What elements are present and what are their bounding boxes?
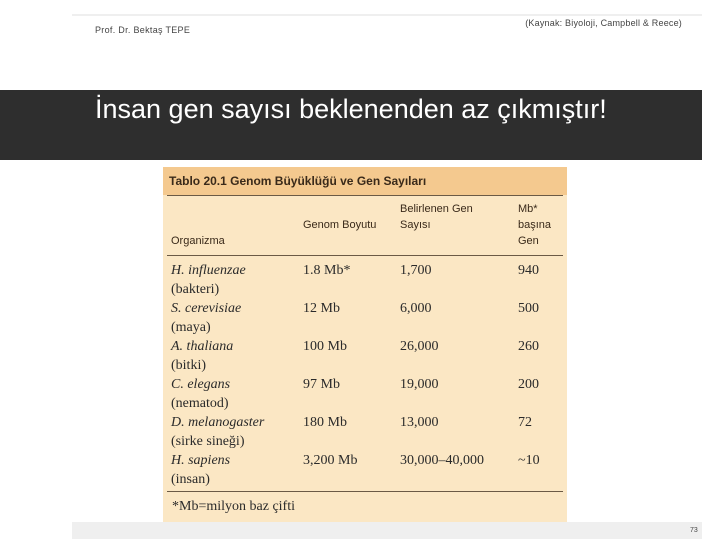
- column-header-genes-per-mb: Mb* başına Gen: [518, 203, 552, 247]
- table-row: [163, 451, 567, 489]
- source-citation: (Kaynak: Biyoloji, Campbell & Reece): [525, 18, 682, 28]
- genes-per-mb-cell: 200: [518, 377, 539, 392]
- genome-size-cell: 3,200 Mb: [303, 453, 358, 468]
- genome-size-cell: 1.8 Mb*: [303, 263, 351, 278]
- title-band: [0, 90, 702, 160]
- table-rule: [167, 195, 563, 196]
- organism-type: (sirke sineği): [171, 434, 245, 449]
- genes-per-mb-cell: ~10: [518, 453, 540, 468]
- genes-per-mb-cell: 940: [518, 263, 539, 278]
- table-rule: [167, 255, 563, 256]
- column-header-organism: Organizma: [171, 235, 225, 247]
- organism-type: (maya): [171, 320, 211, 335]
- organism-name: H. influenzae: [171, 263, 246, 278]
- table-row: [163, 337, 567, 375]
- organism-cell: [171, 337, 301, 375]
- organism-type: (bakteri): [171, 282, 220, 297]
- organism-cell: [171, 261, 301, 299]
- author-label: Prof. Dr. Bektaş TEPE: [95, 25, 191, 35]
- gene-count-cell: 6,000: [400, 301, 432, 316]
- gene-count-cell: 30,000–40,000: [400, 453, 484, 468]
- organism-name: A. thaliana: [171, 339, 234, 354]
- organism-type: (bitki): [171, 358, 206, 373]
- organism-name: C. elegans: [171, 377, 231, 392]
- genome-size-cell: 100 Mb: [303, 339, 347, 354]
- table-title-bar: [163, 167, 567, 195]
- genome-size-cell: 180 Mb: [303, 415, 347, 430]
- table-rule: [167, 491, 563, 492]
- table-row: [163, 261, 567, 299]
- slide-title: İnsan gen sayısı beklenenden az çıkmıştır!: [95, 94, 607, 124]
- genome-table: [163, 167, 567, 522]
- top-strip: [72, 14, 702, 16]
- gene-count-cell: 19,000: [400, 377, 439, 392]
- table-row: [163, 413, 567, 451]
- organism-cell: [171, 413, 301, 451]
- table-footnote: *Mb=milyon baz çifti: [172, 499, 295, 514]
- organism-type: (nematod): [171, 396, 229, 411]
- genome-size-cell: 12 Mb: [303, 301, 340, 316]
- genome-size-cell: 97 Mb: [303, 377, 340, 392]
- column-header-gene-count: Belirlenen Gen Sayısı: [400, 203, 473, 231]
- organism-cell: [171, 451, 301, 489]
- organism-cell: [171, 375, 301, 413]
- organism-name: S. cerevisiae: [171, 301, 242, 316]
- gene-count-cell: 26,000: [400, 339, 439, 354]
- genes-per-mb-cell: 500: [518, 301, 539, 316]
- bottom-strip: [72, 522, 702, 539]
- column-header-genome-size: Genom Boyutu: [303, 219, 377, 231]
- gene-count-cell: 1,700: [400, 263, 432, 278]
- table-row: [163, 299, 567, 337]
- table-title: Tablo 20.1 Genom Büyüklüğü ve Gen Sayıları: [169, 174, 427, 188]
- organism-name: D. melanogaster: [171, 415, 265, 430]
- gene-count-cell: 13,000: [400, 415, 439, 430]
- genes-per-mb-cell: 260: [518, 339, 539, 354]
- organism-type: (insan): [171, 472, 210, 487]
- page-number: 73: [690, 527, 698, 534]
- genes-per-mb-cell: 72: [518, 415, 532, 430]
- table-row: [163, 375, 567, 413]
- organism-name: H. sapiens: [171, 453, 231, 468]
- organism-cell: [171, 299, 301, 337]
